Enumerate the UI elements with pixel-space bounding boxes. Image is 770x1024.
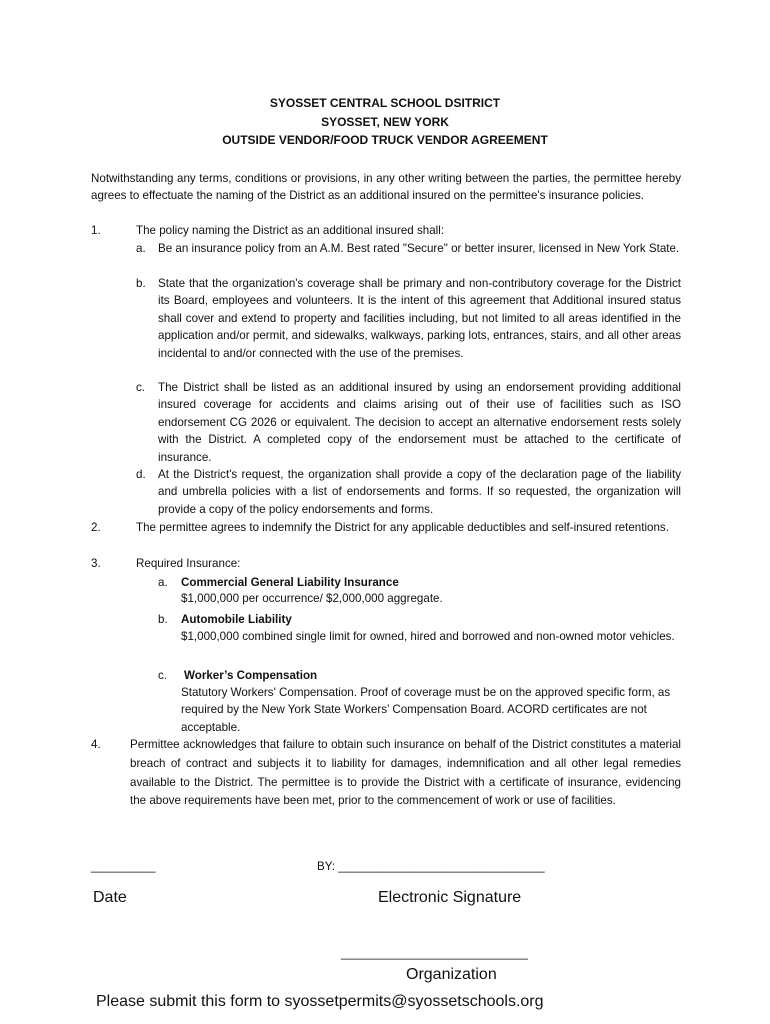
organization-label: Organization [406, 966, 497, 983]
subitem-a-letter: a. [136, 242, 146, 255]
item-1-text: The policy naming the District as an additional insured shall: [136, 224, 445, 237]
subitem-d-text: At the District's request, the organization shall provide a copy of the declaration page of the liability and umbrella policies with a list of endorsements and forms. If so requested, the organization will provide a copy of the policy endorsements and forms. [158, 468, 681, 516]
subitem-d-letter: d. [136, 468, 146, 481]
insurance-a-letter: a. [158, 576, 168, 589]
district-name-heading: SYOSSET CENTRAL SCHOOL DSITRICT [269, 96, 501, 110]
item-2-text: The permittee agrees to indemnify the District for any applicable deductibles and self-insured retentions. [136, 521, 669, 534]
insurance-b-text: $1,000,000 combined single limit for owned, hired and borrowed and non-owned motor vehicles. [181, 630, 675, 643]
item-2-number: 2. [91, 521, 101, 534]
insurance-c-text: Statutory Workers' Compensation. Proof of coverage must be on the approved specific form, as required by the New York State Workers’ Compensation Board. ACORD certificates are not acceptable. [181, 686, 671, 734]
item-3-number: 3. [91, 557, 101, 570]
insurance-b-title: Automobile Liability [181, 613, 292, 626]
subitem-c-text: The District shall be listed as an additional insured by using an endorsement providing additional insured coverage for accidents and claims arising out of their use of facilities such as ISO endorsement CG 2026 or equivalent. The decision to accept an alternative endorsement rests solely with the District. A completed copy of the endorsement must be attached to the certificate of insurance. [158, 381, 681, 464]
organization-line[interactable]: _____________________________ [341, 947, 528, 960]
subitem-b-letter: b. [136, 277, 146, 290]
item-1-number: 1. [91, 224, 101, 237]
insurance-c-title: Worker’s Compensation [184, 669, 318, 682]
signature-line[interactable]: BY: ________________________________ [317, 860, 545, 873]
insurance-a-text: $1,000,000 per occurrence/ $2,000,000 aggregate. [181, 592, 443, 605]
electronic-signature-label: Electronic Signature [378, 889, 522, 906]
item-4-number: 4. [91, 738, 101, 751]
submit-note: Please submit this form to syossetpermits@syossetschools.org [96, 993, 544, 1010]
subitem-b-text: State that the organization's coverage shall be primary and non-contributory coverage for the District its Board, employees and volunteers. It is the intent of this agreement that Additional insured status shall cover and extend to property and facilities including, but not limited to all areas identified in the application and/or permit, and sidewalks, walkways, parking lots, entrances, stairs, and all other areas incidental to and/or connected with the use of the premises. [158, 277, 681, 360]
intro-paragraph: Notwithstanding any terms, conditions or provisions, in any other writing between the parties, the permittee hereby agrees to effectuate the naming of the District as an additional insured on the permittee's insurance policies. [91, 172, 681, 203]
subitem-c-letter: c. [136, 381, 146, 394]
insurance-b-letter: b. [158, 613, 168, 626]
item-4-text: Permittee acknowledges that failure to obtain such insurance on behalf of the District constitutes a material breach of contract and subjects it to liability for damages, indemnification and all other legal remedies available to the District. The permittee is to provide the District with a certificate of insurance, evidencing the above requirements have been met, prior to the commencement of work or use of facilities. [130, 738, 681, 808]
insurance-a-title: Commercial General Liability Insurance [181, 576, 399, 589]
item-3-text: Required Insurance: [136, 557, 241, 570]
subitem-a-text: Be an insurance policy from an A.M. Best rated "Secure" or better insurer, licensed in New York State. [158, 242, 680, 255]
agreement-title: OUTSIDE VENDOR/FOOD TRUCK VENDOR AGREEMENT [222, 133, 548, 147]
location-heading: SYOSSET, NEW YORK [321, 115, 449, 129]
date-label: Date [93, 889, 127, 906]
date-line[interactable]: __________ [91, 860, 156, 873]
insurance-c-letter: c. [158, 669, 168, 682]
